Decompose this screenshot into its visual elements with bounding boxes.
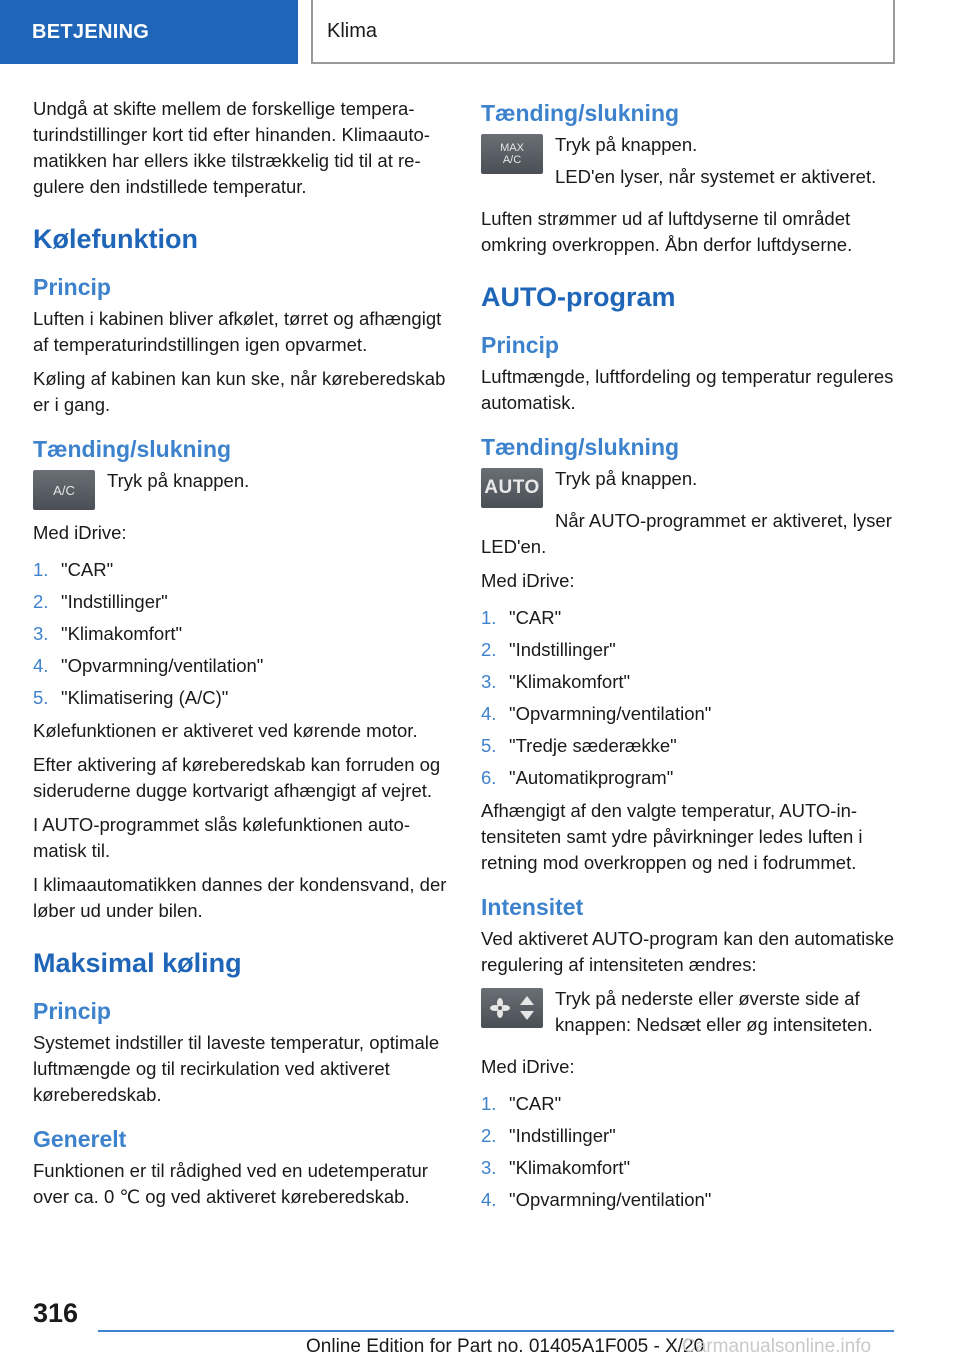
max-ac-button-row xyxy=(481,132,897,196)
auto-onoff-heading: Tænding/slukning xyxy=(481,434,680,460)
cooling-onoff-heading: Tænding/slukning xyxy=(33,436,232,462)
list-item: 5. "Tredje sæderække" xyxy=(481,735,677,756)
cooling-principle-heading: Princip xyxy=(33,274,111,300)
list-item: 2. "Indstillinger" xyxy=(481,639,616,660)
cooling-idrive-label: Med iDrive: xyxy=(33,522,127,543)
cooling-fog-paragraph: Efter aktivering af køreberedskab kan forruden og sideruderne dugge kortvarigt afhængigt af vejret. xyxy=(33,754,441,801)
ac-button-icon: A/C xyxy=(33,470,95,510)
cooling-steps-list xyxy=(33,554,449,714)
max-air-paragraph: Luften strømmer ud af luftdyserne til området omkring overkroppen. Åbn derfor luftdyserne. xyxy=(481,208,853,255)
list-item: 4. "Opvarmning/ventilation" xyxy=(481,1189,712,1210)
ac-button-row xyxy=(33,468,449,510)
auto-press-text: Tryk på knappen. xyxy=(555,468,698,489)
max-principle-paragraph: Systemet indstiller til laveste temperatur, optimale luftmængde og til recirkulation ved aktiveret køreberedskab. xyxy=(33,1032,440,1105)
max-principle-heading: Princip xyxy=(33,998,111,1024)
auto-principle-heading: Princip xyxy=(481,332,559,358)
intensity-intro-paragraph: Ved aktiveret AUTO-program kan den automatiske regulering af intensiteten ændres: xyxy=(481,928,895,975)
list-item: 2. "Indstillinger" xyxy=(481,1125,616,1146)
list-item: 4. "Opvarmning/ventilation" xyxy=(481,703,712,724)
left-column xyxy=(33,96,449,1218)
max-cooling-heading: Maksimal køling xyxy=(33,948,242,978)
max-general-heading: Generelt xyxy=(33,1126,127,1152)
list-item: 3. "Klimakomfort" xyxy=(481,1157,631,1178)
cooling-condensate-paragraph: I klimaautomatikken dannes der kondensvand, der løber ud under bilen. xyxy=(33,874,447,921)
ac-press-text: Tryk på knappen. xyxy=(107,470,250,491)
list-item: 6. "Automatikprogram" xyxy=(481,767,674,788)
auto-depend-paragraph: Afhængigt af den valgte temperatur, AUTO-intensiteten samt ydre påvirkninger ledes luften i retning mod overkroppen og ned i fodrummet. xyxy=(481,800,863,873)
fan-button-row xyxy=(481,986,897,1044)
intensity-idrive-label: Med iDrive: xyxy=(481,1056,575,1077)
list-item: 1. "CAR" xyxy=(481,607,562,628)
auto-button-icon: AUTO xyxy=(481,468,543,508)
list-item: 3. "Klimakomfort" xyxy=(481,671,631,692)
intensity-steps-list xyxy=(481,1088,897,1216)
auto-idrive-label: Med iDrive: xyxy=(481,570,575,591)
auto-steps-list xyxy=(481,602,897,794)
list-item: 1. "CAR" xyxy=(33,559,114,580)
list-item: 4. "Opvarmning/ventilation" xyxy=(33,655,264,676)
max-led-text: LED'en lyser, når systemet er aktiveret. xyxy=(555,166,877,187)
intensity-heading: Intensitet xyxy=(481,894,584,920)
up-down-arrows-icon xyxy=(519,995,535,1021)
fan-press-text: Tryk på nederste eller øverste side af knappen: Nedsæt eller øg intensiteten. xyxy=(555,988,873,1035)
auto-led-text: Når AUTO-programmet er aktiveret, lyser LED'en. xyxy=(481,510,892,557)
list-item: 1. "CAR" xyxy=(481,1093,562,1114)
list-item: 3. "Klimakomfort" xyxy=(33,623,183,644)
section-tab: BETJENING xyxy=(0,0,298,64)
cooling-principle-paragraph-2: Køling af kabinen kan kun ske, når køreberedskab er i gang. xyxy=(33,368,446,415)
watermark-text: Carmanualsonline.info xyxy=(682,1336,872,1357)
auto-principle-paragraph: Luftmængde, luftfordeling og temperatur reguleres automatisk. xyxy=(481,366,894,413)
max-general-paragraph: Funktionen er til rådighed ved en udetemperatur over ca. 0 ℃ og ved aktiveret køreberedskab. xyxy=(33,1160,428,1207)
edition-text: Online Edition for Part no. 01405A1F005 - X/20 xyxy=(306,1336,705,1357)
right-column xyxy=(481,96,897,1220)
list-item: 5. "Klimatisering (A/C)" xyxy=(33,687,229,708)
auto-button-row xyxy=(481,466,897,508)
max-press-text: Tryk på knappen. xyxy=(555,134,698,155)
footer-divider xyxy=(98,1330,894,1332)
intro-paragraph: Undgå at skifte mellem de forskellige temperaturindstillinger kort tid efter hinanden. Klimaautomatikken har ellers ikke tilstrækkelig tid til at regulere den indstillede temperatur. xyxy=(33,98,430,197)
list-item: 2. "Indstillinger" xyxy=(33,591,168,612)
cooling-auto-paragraph: I AUTO-programmet slås kølefunktionen automatisk til. xyxy=(33,814,411,861)
page-number: 316 xyxy=(33,1298,79,1328)
cooling-principle-paragraph-1: Luften i kabinen bliver afkølet, tørret og afhængigt af temperaturindstillingen igen opvarmet. xyxy=(33,308,442,355)
cooling-active-paragraph: Kølefunktionen er aktiveret ved kørende motor. xyxy=(33,720,418,741)
fan-intensity-button-icon xyxy=(481,988,543,1028)
cooling-heading: Kølefunktion xyxy=(33,224,198,254)
chapter-title: Klima xyxy=(311,0,895,64)
max-ac-button-icon: MAX A/C xyxy=(481,134,543,174)
auto-program-heading: AUTO-program xyxy=(481,282,676,312)
max-onoff-heading: Tænding/slukning xyxy=(481,100,680,126)
fan-icon xyxy=(489,997,511,1019)
